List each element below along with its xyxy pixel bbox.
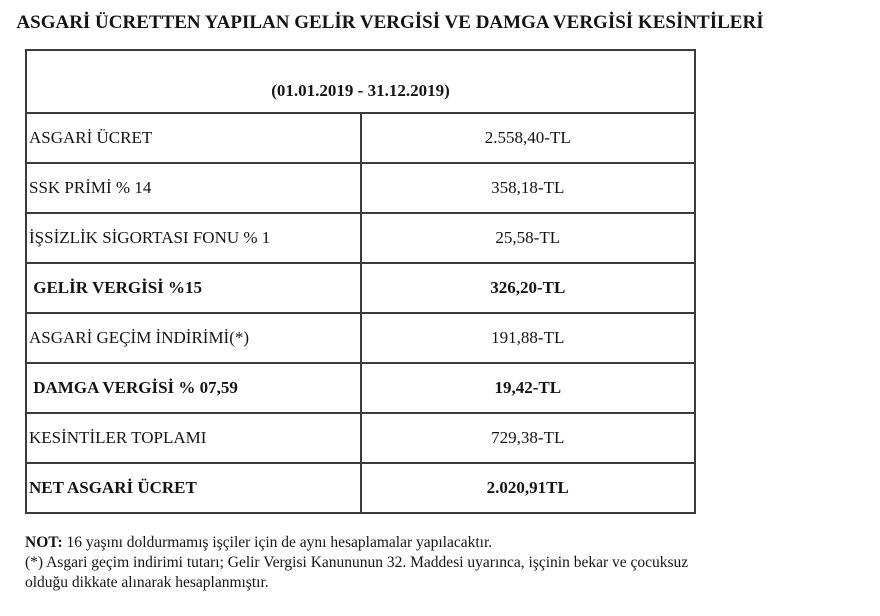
row-value: 191,88-TL (361, 313, 696, 363)
row-value: 729,38-TL (361, 413, 696, 463)
note-general-text: 16 yaşını doldurmamış işçiler için de aynı hesaplamalar yapılacaktır. (62, 534, 493, 551)
row-label: NET ASGARİ ÜCRET (26, 463, 361, 513)
table-row (26, 313, 695, 363)
period-header: (01.01.2019 - 31.12.2019) (26, 50, 695, 113)
row-label: SSK PRİMİ % 14 (26, 163, 361, 213)
note-asterisk: (*) Asgari geçim indirimi tutarı; Gelir Vergisi Kanununun 32. Maddesi uyarınca, işçinin bekar ve çocuksuz olduğu dikkate alınarak hesaplanmıştır. (25, 554, 689, 591)
table-row (26, 363, 695, 413)
note-general (25, 533, 727, 553)
row-label: KESİNTİLER TOPLAMI (26, 413, 361, 463)
table-row (26, 463, 695, 513)
table-row (26, 263, 695, 313)
row-label: İŞSİZLİK SİGORTASI FONU % 1 (26, 213, 361, 263)
row-value: 2.020,91TL (361, 463, 696, 513)
table-row (26, 413, 695, 463)
row-label: DAMGA VERGİSİ % 07,59 (26, 363, 361, 413)
row-value: 2.558,40-TL (361, 113, 696, 163)
page-title: ASGARİ ÜCRETTEN YAPILAN GELİR VERGİSİ VE DAMGA VERGİSİ KESİNTİLERİ (16, 12, 764, 33)
table-row (26, 113, 695, 163)
row-label: ASGARİ ÜCRET (26, 113, 361, 163)
row-value: 358,18-TL (361, 163, 696, 213)
row-value: 19,42-TL (361, 363, 696, 413)
row-label: ASGARİ GEÇİM İNDİRİMİ(*) (26, 313, 361, 363)
row-label: GELİR VERGİSİ %15 (26, 263, 361, 313)
table-header-row (26, 50, 695, 113)
row-value: 326,20-TL (361, 263, 696, 313)
row-value: 25,58-TL (361, 213, 696, 263)
table-row (26, 163, 695, 213)
table-row (26, 213, 695, 263)
note-label: NOT: (25, 534, 63, 551)
notes-section (25, 533, 727, 593)
deductions-table (25, 49, 696, 514)
